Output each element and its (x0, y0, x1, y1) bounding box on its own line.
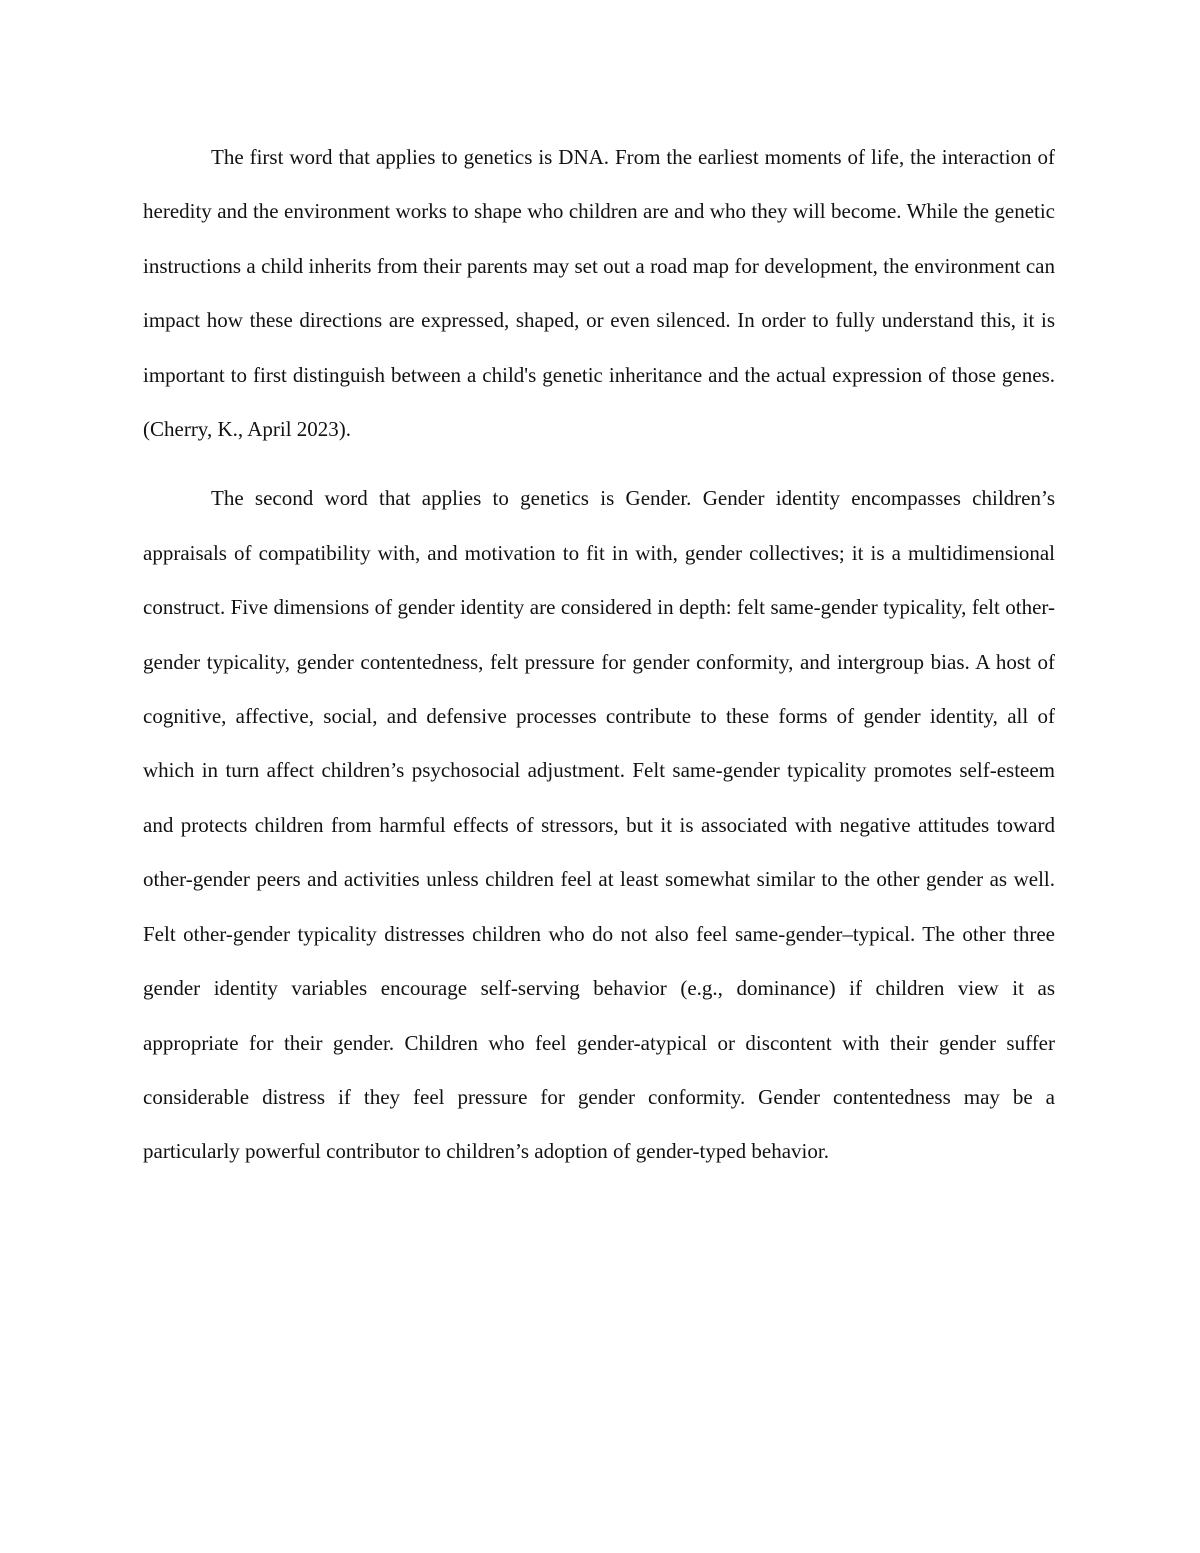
paragraph-gender: The second word that applies to genetics is Gender. Gender identity encompasses children’s appraisals of compatibility with, and motivation to fit in with, gender collectives; it is a multidimensional construct. Five dimensions of gender identity are considered in depth: felt same-gender typicality, felt other-gender typicality, gender contentedness, felt pressure for gender conformity, and intergroup bias. A host of cognitive, affective, social, and defensive processes contribute to these forms of gender identity, all of which in turn affect children’s psychosocial adjustment. Felt same-gender typicality promotes self-esteem and protects children from harmful effects of stressors, but it is associated with negative attitudes toward other-gender peers and activities unless children feel at least somewhat similar to the other gender as well. Felt other-gender typicality distresses children who do not also feel same-gender–typical. The other three gender identity variables encourage self-serving behavior (e.g., dominance) if children view it as appropriate for their gender. Children who feel gender-atypical or discontent with their gender suffer considerable distress if they feel pressure for gender conformity. Gender contentedness may be a particularly powerful contributor to children’s adoption of gender-typed behavior. (143, 486, 1055, 1164)
document-body (143, 130, 1055, 1179)
paragraph-dna: The first word that applies to genetics is DNA. From the earliest moments of life, the interaction of heredity and the environment works to shape who children are and who they will become. While the genetic instructions a child inherits from their parents may set out a road map for development, the environment can impact how these directions are expressed, shaped, or even silenced. In order to fully understand this, it is important to first distinguish between a child's genetic inheritance and the actual expression of those genes. (Cherry, K., April 2023). (143, 145, 1055, 442)
